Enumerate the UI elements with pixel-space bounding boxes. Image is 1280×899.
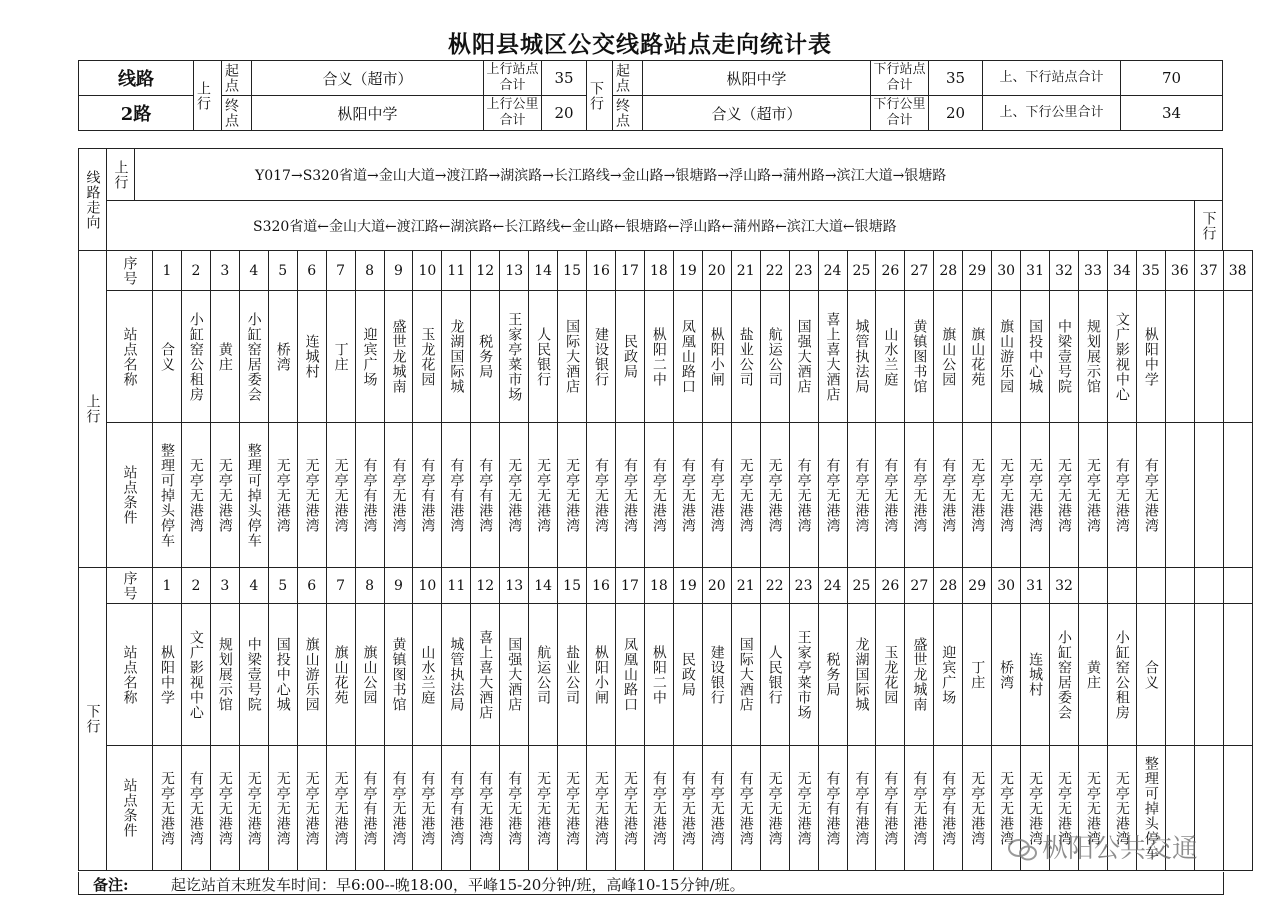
up-stop-name: 税务局 — [471, 291, 500, 423]
seq-number: 16 — [587, 251, 616, 291]
up-stop-name: 民政局 — [616, 291, 645, 423]
seq-number: 11 — [442, 251, 471, 291]
down-stop-condition: 有亭有港湾 — [818, 746, 847, 871]
down-stop-condition — [1223, 746, 1252, 871]
seq-number: 9 — [384, 568, 413, 604]
seq-number: 19 — [673, 251, 702, 291]
seq-number: 21 — [731, 251, 760, 291]
down-stop-name: 黄镇图书馆 — [384, 604, 413, 746]
seq-number: 2 — [181, 251, 210, 291]
down-stop-name: 连城村 — [1021, 604, 1050, 746]
up-stop-condition: 有亭无港湾 — [702, 423, 731, 568]
seq-number: 31 — [1021, 251, 1050, 291]
down-stop-name — [1194, 604, 1223, 746]
down-stop-name: 盐业公司 — [558, 604, 587, 746]
down-stop-name — [1165, 604, 1194, 746]
up-stop-name: 山水兰庭 — [876, 291, 905, 423]
down-stop-name: 小缸窑居委会 — [1050, 604, 1079, 746]
down-stop-condition: 有亭无港湾 — [702, 746, 731, 871]
down-stop-name: 国强大酒店 — [500, 604, 529, 746]
direction-down-label: 下行 — [1195, 201, 1223, 251]
both-stop-total-label: 上、下行站点合计 — [983, 61, 1121, 96]
down-stop-name: 丁庄 — [963, 604, 992, 746]
seq-label-down: 序号 — [107, 568, 153, 604]
seq-number: 22 — [760, 251, 789, 291]
down-stop-name: 旗山公园 — [355, 604, 384, 746]
up-stop-condition: 无亭无港湾 — [963, 423, 992, 568]
up-stop-condition: 无亭无港湾 — [326, 423, 355, 568]
down-direction-label: 下行 — [79, 568, 107, 871]
down-stop-name: 建设银行 — [702, 604, 731, 746]
seq-number: 13 — [500, 568, 529, 604]
down-stop-condition: 无亭无港湾 — [1079, 746, 1108, 871]
up-stop-name: 城管执法局 — [847, 291, 876, 423]
seq-number — [1194, 568, 1223, 604]
up-stop-name: 国投中心城 — [1021, 291, 1050, 423]
stop-name-label-down: 站点名称 — [107, 604, 153, 746]
down-stop-condition: 有亭无港湾 — [673, 746, 702, 871]
stops-table — [78, 250, 1253, 871]
seq-number: 4 — [239, 251, 268, 291]
down-stop-condition: 有亭有港湾 — [934, 746, 963, 871]
seq-number: 24 — [818, 251, 847, 291]
up-stop-condition — [1165, 423, 1194, 568]
up-stop-condition: 无亭无港湾 — [992, 423, 1021, 568]
up-stop-condition: 有亭有港湾 — [471, 423, 500, 568]
up-stop-name: 中梁壹号院 — [1050, 291, 1079, 423]
down-stop-name: 税务局 — [818, 604, 847, 746]
down-stop-name: 迎宾广场 — [934, 604, 963, 746]
down-stop-name: 规划展示馆 — [210, 604, 239, 746]
down-stop-name: 枞阳中学 — [153, 604, 182, 746]
up-stop-name: 连城村 — [297, 291, 326, 423]
seq-number: 15 — [558, 568, 587, 604]
up-stop-name: 小缸窑居委会 — [239, 291, 268, 423]
seq-number — [1136, 568, 1165, 604]
seq-number: 4 — [239, 568, 268, 604]
down-stop-condition: 有亭无港湾 — [644, 746, 673, 871]
seq-number: 5 — [268, 251, 297, 291]
down-stop-condition — [1194, 746, 1223, 871]
seq-number: 32 — [1050, 251, 1079, 291]
down-stop-condition: 无亭无港湾 — [558, 746, 587, 871]
seq-number: 18 — [644, 568, 673, 604]
down-stop-condition: 无亭无港湾 — [992, 746, 1021, 871]
seq-number: 14 — [529, 568, 558, 604]
up-path: Y017→S320省道→金山大道→渡江路→湖滨路→长江路线→金山路→银塘路→浮山路→蒲州路→滨江大道→银塘路 — [135, 149, 1223, 201]
down-stop-name: 枞阳小闸 — [587, 604, 616, 746]
down-stop-condition: 有亭无港湾 — [181, 746, 210, 871]
up-stop-name: 玉龙花园 — [413, 291, 442, 423]
up-stop-condition: 无亭无港湾 — [500, 423, 529, 568]
down-stop-condition: 有亭有港湾 — [847, 746, 876, 871]
up-km-total-label: 上行公里合计 — [484, 96, 542, 131]
seq-number: 25 — [847, 568, 876, 604]
down-stop-total: 35 — [929, 61, 983, 96]
seq-number: 3 — [210, 568, 239, 604]
seq-number: 8 — [355, 568, 384, 604]
stop-cond-label-down: 站点条件 — [107, 746, 153, 871]
up-stop-name: 黄镇图书馆 — [905, 291, 934, 423]
down-stop-name: 山水兰庭 — [413, 604, 442, 746]
seq-number: 26 — [876, 568, 905, 604]
up-stop-condition — [1223, 423, 1252, 568]
seq-number: 25 — [847, 251, 876, 291]
down-stop-name — [1223, 604, 1252, 746]
up-stop-condition: 有亭无港湾 — [847, 423, 876, 568]
up-stop-condition: 有亭无港湾 — [934, 423, 963, 568]
up-stop-name — [1223, 291, 1252, 423]
up-stop-condition: 无亭无港湾 — [181, 423, 210, 568]
up-stop-name: 龙湖国际城 — [442, 291, 471, 423]
down-stop-condition: 有亭无港湾 — [471, 746, 500, 871]
seq-number: 14 — [529, 251, 558, 291]
up-stop-condition: 无亭无港湾 — [558, 423, 587, 568]
down-stop-name: 桥湾 — [992, 604, 1021, 746]
up-stop-name: 旗山游乐园 — [992, 291, 1021, 423]
seq-number: 2 — [181, 568, 210, 604]
up-stop-name: 盛世龙城南 — [384, 291, 413, 423]
down-path: S320省道←金山大道←渡江路←湖滨路←长江路线←金山路←银塘路←浮山路←蒲州路←滨江大道←银塘路 — [107, 201, 1195, 251]
down-stop-name: 黄庄 — [1079, 604, 1108, 746]
down-km-total-label: 下行公里合计 — [871, 96, 929, 131]
seq-number: 27 — [905, 568, 934, 604]
seq-number: 34 — [1107, 251, 1136, 291]
up-stop-condition: 有亭无港湾 — [616, 423, 645, 568]
up-stop-condition: 无亭无港湾 — [1079, 423, 1108, 568]
up-stop-name: 旗山花苑 — [963, 291, 992, 423]
up-stop-total-label: 上行站点合计 — [484, 61, 542, 96]
seq-number — [1223, 568, 1252, 604]
start-label-down: 起点 — [613, 61, 643, 96]
up-stop-name: 枞阳二中 — [644, 291, 673, 423]
seq-number: 31 — [1021, 568, 1050, 604]
route-name: 2路 — [79, 96, 194, 131]
down-stop-name: 城管执法局 — [442, 604, 471, 746]
seq-number: 9 — [384, 251, 413, 291]
up-stop-condition: 有亭无港湾 — [1136, 423, 1165, 568]
up-stop-name — [1194, 291, 1223, 423]
down-stop-condition: 有亭有港湾 — [442, 746, 471, 871]
seq-number: 28 — [934, 251, 963, 291]
up-stop-condition: 有亭无港湾 — [1107, 423, 1136, 568]
down-start-stop: 枞阳中学 — [643, 61, 871, 96]
down-stop-condition: 无亭无港湾 — [760, 746, 789, 871]
up-stop-condition: 有亭无港湾 — [789, 423, 818, 568]
start-label-up: 起点 — [222, 61, 252, 96]
seq-number: 3 — [210, 251, 239, 291]
seq-number: 5 — [268, 568, 297, 604]
down-stop-condition: 有亭有港湾 — [876, 746, 905, 871]
down-stop-name: 喜上喜大酒店 — [471, 604, 500, 746]
down-stop-condition: 无亭无港湾 — [616, 746, 645, 871]
seq-number: 7 — [326, 568, 355, 604]
seq-number: 18 — [644, 251, 673, 291]
seq-number: 23 — [789, 251, 818, 291]
down-stop-condition: 无亭无港湾 — [268, 746, 297, 871]
down-end-stop: 合义（超市） — [643, 96, 871, 131]
up-stop-condition: 有亭无港湾 — [644, 423, 673, 568]
seq-number: 17 — [616, 251, 645, 291]
down-stop-condition: 整理可掉头停车 — [1136, 746, 1165, 871]
up-stop-name: 凤凰山路口 — [673, 291, 702, 423]
wechat-logo-icon — [1008, 839, 1038, 861]
down-stop-name: 龙湖国际城 — [847, 604, 876, 746]
seq-number: 37 — [1194, 251, 1223, 291]
route-label: 线路 — [79, 61, 194, 96]
up-stop-condition: 有亭有港湾 — [442, 423, 471, 568]
seq-number: 30 — [992, 251, 1021, 291]
seq-number: 27 — [905, 251, 934, 291]
down-stop-name: 人民银行 — [760, 604, 789, 746]
seq-number — [1079, 568, 1108, 604]
both-km-total: 34 — [1121, 96, 1223, 131]
up-stop-name: 小缸窑公租房 — [181, 291, 210, 423]
up-stop-total: 35 — [542, 61, 587, 96]
down-stop-condition: 无亭无港湾 — [789, 746, 818, 871]
up-stop-name: 黄庄 — [210, 291, 239, 423]
seq-number: 32 — [1050, 568, 1079, 604]
down-stop-condition: 无亭无港湾 — [587, 746, 616, 871]
note-label: 备注: — [93, 876, 129, 894]
direction-up-label: 上行 — [107, 149, 135, 201]
seq-number: 10 — [413, 568, 442, 604]
up-stop-name: 枞阳小闸 — [702, 291, 731, 423]
seq-number: 30 — [992, 568, 1021, 604]
route-direction-table — [78, 148, 1223, 251]
down-stop-condition: 有亭无港湾 — [905, 746, 934, 871]
seq-number — [1165, 568, 1194, 604]
down-stop-condition: 无亭无港湾 — [1021, 746, 1050, 871]
up-stop-name: 王家亭菜市场 — [500, 291, 529, 423]
up-label: 上行 — [194, 61, 222, 131]
up-stop-name: 国强大酒店 — [789, 291, 818, 423]
up-stop-name — [1165, 291, 1194, 423]
up-direction-label: 上行 — [79, 251, 107, 568]
up-stop-condition: 无亭无港湾 — [1050, 423, 1079, 568]
seq-number: 38 — [1223, 251, 1252, 291]
up-stop-condition: 有亭无港湾 — [587, 423, 616, 568]
down-stop-condition: 有亭无港湾 — [413, 746, 442, 871]
up-stop-condition: 无亭无港湾 — [210, 423, 239, 568]
down-stop-condition: 有亭无港湾 — [500, 746, 529, 871]
up-stop-condition: 整理可掉头停车 — [239, 423, 268, 568]
seq-number: 35 — [1136, 251, 1165, 291]
up-stop-name: 建设银行 — [587, 291, 616, 423]
seq-number: 33 — [1079, 251, 1108, 291]
down-stop-condition: 无亭无港湾 — [210, 746, 239, 871]
down-stop-condition: 有亭无港湾 — [384, 746, 413, 871]
page-title: 枞阳县城区公交线路站点走向统计表 — [448, 31, 832, 58]
seq-number: 21 — [731, 568, 760, 604]
up-stop-condition: 有亭无港湾 — [673, 423, 702, 568]
down-stop-total-label: 下行站点合计 — [871, 61, 929, 96]
seq-number — [1107, 568, 1136, 604]
down-stop-name: 国投中心城 — [268, 604, 297, 746]
seq-number: 19 — [673, 568, 702, 604]
note-text: 起讫站首末班发车时间：早6:00--晚18:00，平峰15-20分钟/班，高峰10-15分钟/班。 — [171, 876, 745, 894]
up-stop-condition: 有亭无港湾 — [384, 423, 413, 568]
seq-number: 23 — [789, 568, 818, 604]
seq-number: 26 — [876, 251, 905, 291]
up-stop-condition: 无亭无港湾 — [268, 423, 297, 568]
up-stop-condition: 无亭无港湾 — [1021, 423, 1050, 568]
down-stop-name: 国际大酒店 — [731, 604, 760, 746]
up-stop-name: 合义 — [153, 291, 182, 423]
up-stop-name: 航运公司 — [760, 291, 789, 423]
both-km-total-label: 上、下行公里合计 — [983, 96, 1121, 131]
seq-number: 15 — [558, 251, 587, 291]
seq-number: 20 — [702, 251, 731, 291]
seq-number: 36 — [1165, 251, 1194, 291]
up-start-stop: 合义（超市） — [252, 61, 484, 96]
down-stop-name: 合义 — [1136, 604, 1165, 746]
seq-number: 28 — [934, 568, 963, 604]
seq-number: 20 — [702, 568, 731, 604]
down-stop-condition: 无亭无港湾 — [326, 746, 355, 871]
seq-number: 17 — [616, 568, 645, 604]
seq-number: 16 — [587, 568, 616, 604]
seq-number: 11 — [442, 568, 471, 604]
down-stop-name: 旗山游乐园 — [297, 604, 326, 746]
down-stop-name: 中梁壹号院 — [239, 604, 268, 746]
up-stop-condition: 有亭有港湾 — [413, 423, 442, 568]
seq-label-up: 序号 — [107, 251, 153, 291]
up-stop-name: 丁庄 — [326, 291, 355, 423]
seq-number: 12 — [471, 568, 500, 604]
down-stop-condition: 无亭无港湾 — [529, 746, 558, 871]
up-km-total: 20 — [542, 96, 587, 131]
up-stop-name: 旗山公园 — [934, 291, 963, 423]
up-stop-name: 喜上喜大酒店 — [818, 291, 847, 423]
up-stop-condition: 有亭有港湾 — [355, 423, 384, 568]
end-label-down: 终点 — [613, 96, 643, 131]
seq-number: 10 — [413, 251, 442, 291]
down-stop-condition: 无亭无港湾 — [153, 746, 182, 871]
down-km-total: 20 — [929, 96, 983, 131]
down-stop-condition: 无亭无港湾 — [963, 746, 992, 871]
note-row — [78, 872, 1224, 895]
seq-number: 6 — [297, 251, 326, 291]
route-summary-table — [78, 60, 1223, 131]
up-stop-name: 桥湾 — [268, 291, 297, 423]
up-stop-condition — [1194, 423, 1223, 568]
down-stop-name: 王家亭菜市场 — [789, 604, 818, 746]
up-stop-condition: 有亭无港湾 — [905, 423, 934, 568]
down-stop-name: 民政局 — [673, 604, 702, 746]
down-stop-condition: 无亭无港湾 — [239, 746, 268, 871]
up-stop-name: 盐业公司 — [731, 291, 760, 423]
up-stop-name: 迎宾广场 — [355, 291, 384, 423]
down-stop-name: 小缸窑公租房 — [1107, 604, 1136, 746]
down-stop-condition: 有亭有港湾 — [355, 746, 384, 871]
down-stop-condition: 无亭无港湾 — [1107, 746, 1136, 871]
up-stop-condition: 无亭无港湾 — [529, 423, 558, 568]
seq-number: 13 — [500, 251, 529, 291]
seq-number: 8 — [355, 251, 384, 291]
seq-number: 7 — [326, 251, 355, 291]
up-stop-name: 枞阳中学 — [1136, 291, 1165, 423]
watermark — [1008, 828, 1198, 865]
seq-number: 24 — [818, 568, 847, 604]
direction-label: 线路走向 — [79, 149, 107, 251]
up-stop-name: 人民银行 — [529, 291, 558, 423]
down-stop-condition: 有亭无港湾 — [731, 746, 760, 871]
end-label-up: 终点 — [222, 96, 252, 131]
seq-number: 1 — [153, 251, 182, 291]
up-stop-condition: 整理可掉头停车 — [153, 423, 182, 568]
seq-number: 12 — [471, 251, 500, 291]
down-stop-name: 枞阳二中 — [644, 604, 673, 746]
down-stop-condition: 无亭无港湾 — [297, 746, 326, 871]
stop-cond-label-up: 站点条件 — [107, 423, 153, 568]
up-stop-condition: 有亭无港湾 — [876, 423, 905, 568]
seq-number: 29 — [963, 568, 992, 604]
down-stop-name: 文广影视中心 — [181, 604, 210, 746]
up-stop-name: 文广影视中心 — [1107, 291, 1136, 423]
seq-number: 29 — [963, 251, 992, 291]
seq-number: 22 — [760, 568, 789, 604]
seq-number: 1 — [153, 568, 182, 604]
up-stop-condition: 无亭无港湾 — [760, 423, 789, 568]
up-stop-condition: 有亭无港湾 — [818, 423, 847, 568]
up-stop-condition: 无亭无港湾 — [731, 423, 760, 568]
watermark-text: 枞阳公共交通 — [1042, 834, 1199, 864]
down-stop-name: 凤凰山路口 — [616, 604, 645, 746]
down-stop-name: 盛世龙城南 — [905, 604, 934, 746]
up-stop-name: 规划展示馆 — [1079, 291, 1108, 423]
down-label: 下行 — [587, 61, 613, 131]
seq-number: 6 — [297, 568, 326, 604]
both-stop-total: 70 — [1121, 61, 1223, 96]
down-stop-name: 旗山花苑 — [326, 604, 355, 746]
up-stop-name: 国际大酒店 — [558, 291, 587, 423]
up-stop-condition: 无亭无港湾 — [297, 423, 326, 568]
up-end-stop: 枞阳中学 — [252, 96, 484, 131]
stop-name-label-up: 站点名称 — [107, 291, 153, 423]
down-stop-condition: 无亭无港湾 — [1050, 746, 1079, 871]
down-stop-name: 玉龙花园 — [876, 604, 905, 746]
down-stop-name: 航运公司 — [529, 604, 558, 746]
